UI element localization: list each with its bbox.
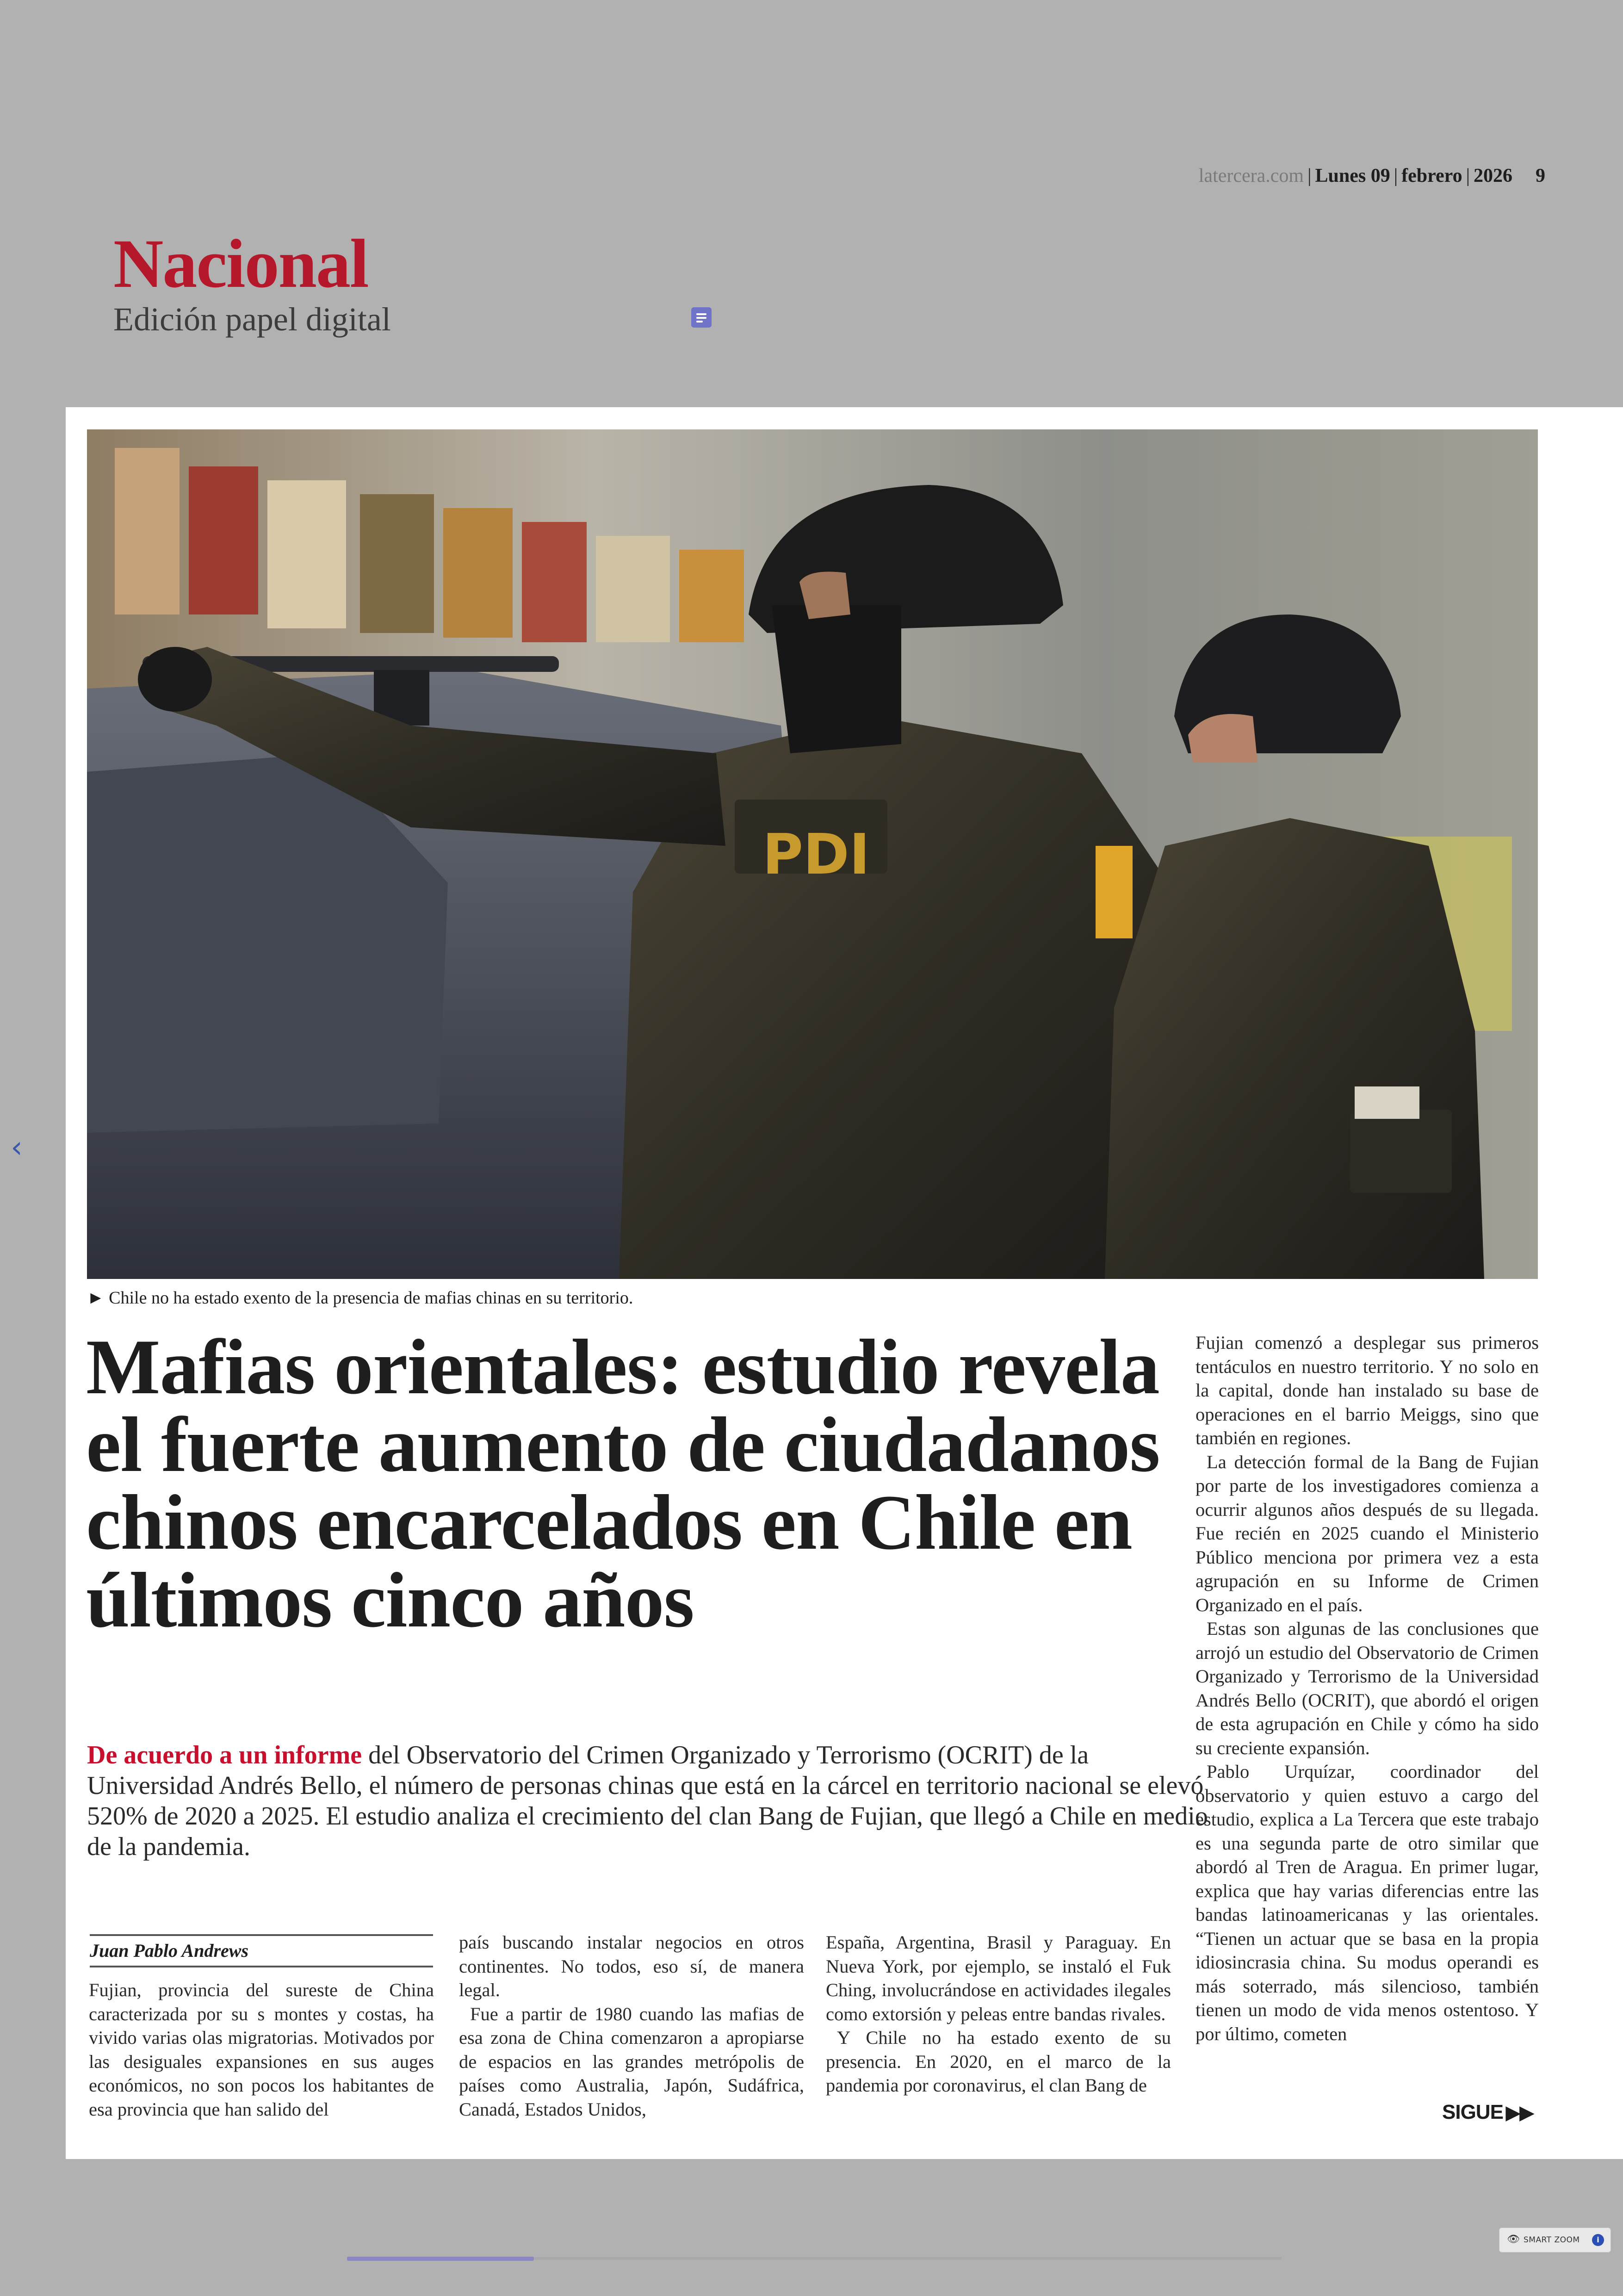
smart-zoom-label: SMART ZOOM — [1524, 2235, 1580, 2245]
notes-icon[interactable] — [691, 307, 712, 328]
continue-arrows-icon: ▶▶ — [1505, 2103, 1534, 2123]
site-name: latercera.com — [1198, 165, 1304, 186]
previous-page-icon[interactable]: ‹ — [11, 1130, 23, 1165]
column-paragraph: Estas son algunas de las conclusiones que arrojó un estudio del Observatorio de Crimen Organizado y Terrorismo de la Universidad Andrés Bello (OCRIT), que abordó el origen de esta agrupación en Chile y cómo ha sido su creciente expansión. — [1196, 1618, 1539, 1758]
edition-info: latercera.com | Lunes 09 | febrero | 2026 9 — [1198, 165, 1545, 186]
article-column-3 — [826, 1930, 1171, 2097]
article-headline: Mafias orientales: estudio revela el fuerte aumento de ciudadanos chinos encarcelados en Chile en últimos cinco años — [86, 1323, 1160, 1644]
info-icon[interactable]: i — [1592, 2234, 1604, 2246]
smart-zoom-button[interactable] — [1499, 2228, 1611, 2253]
newspaper-page — [66, 407, 1623, 2159]
photo-caption — [87, 1286, 1475, 1309]
page-progress-fill[interactable] — [347, 2257, 534, 2261]
column-paragraph: Y Chile no ha estado exento de su presencia. En 2020, en el marco de la pandemia por coronavirus, el clan Bang de — [826, 2027, 1171, 2096]
article-lede — [87, 1740, 1216, 1862]
edition-year: 2026 — [1474, 165, 1512, 186]
page-number: 9 — [1536, 165, 1545, 186]
column-paragraph: país buscando instalar negocios en otros continentes. No todos, eso sí, de manera legal. — [459, 1932, 804, 2000]
section-title: Nacional — [113, 225, 368, 302]
section-subtitle: Edición papel digital — [113, 301, 391, 338]
lede-body: del Observatorio del Crimen Organizado y Terrorismo (OCRIT) de la Universidad Andrés Bello, el número de personas chinas que está en la cárcel en territorio nacional se elevó 520% de 2020 a 2025. El estudio analiza el crecimiento del clan Bang de Fujian, que llegó a Chile en medio de la pandemia. — [87, 1741, 1208, 1861]
column-paragraph: Fue a partir de 1980 cuando las mafias de esa zona de China comenzaron a apropiarse de espacios en las grandes metrópolis de países como Australia, Japón, Sudáfrica, Canadá, Estados Unidos, — [459, 2003, 804, 2120]
lede-lead-in: De acuerdo a un informe — [87, 1741, 362, 1769]
edition-day: Lunes 09 — [1315, 165, 1390, 186]
pdi-patch: PDI — [762, 823, 870, 887]
column-paragraph: Fujian comenzó a desplegar sus primeros tentáculos en nuestro territorio. Y no solo en la capital, donde han instalado su base de operaciones en el barrio Meiggs, sino que también en regiones. — [1196, 1332, 1539, 1448]
photo-illustration — [87, 429, 1538, 1279]
column-paragraph: Pablo Urquízar, coordinador del observatorio y quien estuvo a cargo del estudio, explica a La Tercera que este trabajo es una segunda parte de otro similar que abordó al Tren de Aragua. En primer lugar, explica que hay varias diferencias entre las bandas latinoamericanas y las orientales. “Tienen un actuar que se basa en la propia idiosincrasia china. Su modus operandi es más soterrado, más silencioso, también tienen un modo de vida menos ostentoso. Y por último, cometen — [1196, 1761, 1539, 2044]
caption-marker-icon: ► — [87, 1288, 105, 1308]
column-paragraph: España, Argentina, Brasil y Paraguay. En Nueva York, por ejemplo, se instaló el Fuk Ching, involucrándose en actividades ilegales como extorsión y peleas entre bandas rivales. — [826, 1932, 1171, 2024]
article-column-2 — [459, 1930, 804, 2121]
column-paragraph: La detección formal de la Bang de Fujian por parte de los investigadores comienza a ocurrir algunos años después de su llegada. Fue recién en 2025 cuando el Ministerio Público menciona por primera vez a esta agrupación en su Informe de Crimen Organizado en el país. — [1196, 1451, 1539, 1615]
continue-label: SIGUE — [1442, 2101, 1503, 2123]
article-photo — [87, 429, 1538, 1279]
caption-text: Chile no ha estado exento de la presencia de mafias chinas en su territorio. — [109, 1288, 633, 1308]
column-paragraph: Fujian, provincia del sureste de China caracterizada por su s montes y costas, ha vivido varias olas migratorias. Motivados por las desiguales expansiones en sus auges económicos, no son pocos los habitantes de esa provincia que han salido del — [89, 1980, 434, 2120]
article-column-4 — [1196, 1331, 1539, 2046]
eye-icon: 👁 — [1507, 2234, 1520, 2245]
continue-link[interactable] — [1442, 2101, 1533, 2124]
edition-month: febrero — [1401, 165, 1462, 186]
byline: Juan Pablo Andrews — [90, 1934, 433, 1967]
article-column-1 — [89, 1978, 434, 2121]
